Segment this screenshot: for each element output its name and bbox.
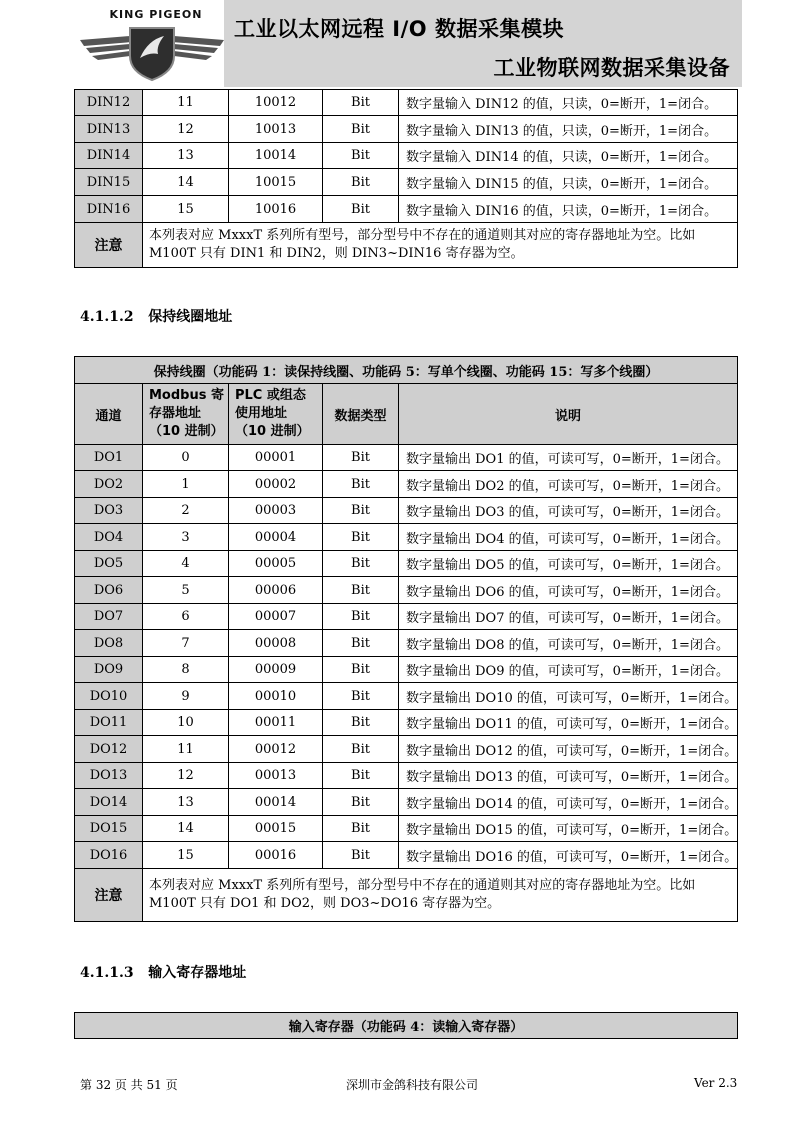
modbus-address-cell: 9 (143, 683, 229, 710)
channel-cell: DO14 (75, 789, 143, 816)
channel-cell: DO3 (75, 498, 143, 524)
data-type-cell: Bit (323, 551, 399, 577)
modbus-address-cell: 3 (143, 524, 229, 551)
data-type-cell: Bit (323, 445, 399, 471)
table-row (75, 471, 738, 498)
modbus-address-cell: 1 (143, 471, 229, 498)
footer-page-number: 第 32 页 共 51 页 (80, 1078, 178, 1092)
data-type-cell: Bit (323, 763, 399, 789)
plc-address-cell: 00013 (229, 763, 323, 789)
table-row (75, 763, 738, 789)
note-row (75, 869, 738, 922)
modbus-address-cell: 13 (143, 789, 229, 816)
header-plc-address (229, 384, 323, 445)
description-cell: 数字量输入 DIN16 的值，只读，0=断开，1=闭合。 (399, 196, 738, 223)
description-cell: 数字量输出 DO14 的值，可读可写，0=断开，1=闭合。 (399, 789, 738, 816)
note-text (143, 869, 738, 922)
plc-address-cell: 00012 (229, 736, 323, 763)
plc-address-cell: 00009 (229, 657, 323, 683)
channel-cell: DO16 (75, 842, 143, 869)
header-description: 说明 (399, 384, 738, 445)
header-line: 存器地址 (149, 406, 202, 421)
header-line: （10 进制） (235, 424, 310, 439)
modbus-address-cell: 11 (143, 736, 229, 763)
header-modbus-address (143, 384, 229, 445)
table-caption: 输入寄存器（功能码 4：读输入寄存器） (75, 1013, 738, 1039)
table-row (75, 842, 738, 869)
footer-company: 深圳市金鸽科技有限公司 (346, 1078, 479, 1092)
channel-cell: DO6 (75, 577, 143, 604)
data-type-cell: Bit (323, 842, 399, 869)
table-row (75, 445, 738, 471)
modbus-address-cell: 2 (143, 498, 229, 524)
page-header (0, 0, 793, 88)
plc-address-cell: 10013 (229, 116, 323, 143)
data-type-cell: Bit (323, 116, 399, 143)
description-cell: 数字量输出 DO11 的值，可读可写，0=断开，1=闭合。 (399, 710, 738, 736)
channel-cell: DO11 (75, 710, 143, 736)
data-type-cell: Bit (323, 143, 399, 169)
description-cell: 数字量输出 DO13 的值，可读可写，0=断开，1=闭合。 (399, 763, 738, 789)
section-number: 4.1.1.2 (80, 309, 134, 325)
plc-address-cell: 00008 (229, 630, 323, 657)
channel-cell: DIN12 (75, 90, 143, 116)
modbus-address-cell: 14 (143, 816, 229, 842)
data-type-cell: Bit (323, 657, 399, 683)
note-line: M100T 只有 DO1 和 DO2，则 DO3~DO16 寄存器为空。 (149, 896, 501, 911)
channel-cell: DO5 (75, 551, 143, 577)
table-row (75, 498, 738, 524)
note-label: 注意 (75, 223, 143, 268)
description-cell: 数字量输出 DO4 的值，可读可写，0=断开，1=闭合。 (399, 524, 738, 551)
description-cell: 数字量输出 DO10 的值，可读可写，0=断开，1=闭合。 (399, 683, 738, 710)
modbus-address-cell: 6 (143, 604, 229, 630)
channel-cell: DO8 (75, 630, 143, 657)
header-data-type: 数据类型 (323, 384, 399, 445)
data-type-cell: Bit (323, 169, 399, 196)
modbus-address-cell: 4 (143, 551, 229, 577)
data-type-cell: Bit (323, 789, 399, 816)
table-row (75, 816, 738, 842)
data-type-cell: Bit (323, 710, 399, 736)
modbus-address-cell: 11 (143, 90, 229, 116)
note-row (75, 223, 738, 268)
table-row (75, 789, 738, 816)
title-box (224, 0, 742, 87)
table-row (75, 710, 738, 736)
plc-address-cell: 00002 (229, 471, 323, 498)
description-cell: 数字量输出 DO6 的值，可读可写，0=断开，1=闭合。 (399, 577, 738, 604)
modbus-address-cell: 5 (143, 577, 229, 604)
plc-address-cell: 00011 (229, 710, 323, 736)
channel-cell: DO9 (75, 657, 143, 683)
section-title: 保持线圈地址 (148, 309, 233, 325)
note-text (143, 223, 738, 268)
description-cell: 数字量输入 DIN12 的值，只读，0=断开，1=闭合。 (399, 90, 738, 116)
data-type-cell: Bit (323, 683, 399, 710)
data-type-cell: Bit (323, 90, 399, 116)
note-line: 本列表对应 MxxxT 系列所有型号，部分型号中不存在的通道则其对应的寄存器地址为空。比如 (149, 228, 696, 243)
description-cell: 数字量输入 DIN15 的值，只读，0=断开，1=闭合。 (399, 169, 738, 196)
description-cell: 数字量输出 DO5 的值，可读可写，0=断开，1=闭合。 (399, 551, 738, 577)
modbus-address-cell: 14 (143, 169, 229, 196)
table-row (75, 630, 738, 657)
channel-cell: DIN16 (75, 196, 143, 223)
table-row (75, 683, 738, 710)
plc-address-cell: 10012 (229, 90, 323, 116)
modbus-address-cell: 12 (143, 116, 229, 143)
table-row (75, 116, 738, 143)
channel-cell: DIN13 (75, 116, 143, 143)
table-row (75, 604, 738, 630)
plc-address-cell: 00007 (229, 604, 323, 630)
data-type-cell: Bit (323, 196, 399, 223)
data-type-cell: Bit (323, 498, 399, 524)
description-cell: 数字量输出 DO12 的值，可读可写，0=断开，1=闭合。 (399, 736, 738, 763)
channel-cell: DIN15 (75, 169, 143, 196)
modbus-address-cell: 10 (143, 710, 229, 736)
description-cell: 数字量输出 DO15 的值，可读可写，0=断开，1=闭合。 (399, 816, 738, 842)
description-cell: 数字量输出 DO9 的值，可读可写，0=断开，1=闭合。 (399, 657, 738, 683)
plc-address-cell: 00014 (229, 789, 323, 816)
channel-cell: DO10 (75, 683, 143, 710)
footer-version: Ver 2.3 (694, 1076, 738, 1090)
modbus-address-cell: 13 (143, 143, 229, 169)
table-header-row (75, 384, 738, 445)
description-cell: 数字量输入 DIN14 的值，只读，0=断开，1=闭合。 (399, 143, 738, 169)
header-line: 使用地址 (235, 406, 288, 421)
channel-cell: DO7 (75, 604, 143, 630)
holding-coil-table (74, 356, 738, 922)
section-title: 输入寄存器地址 (148, 965, 247, 981)
description-cell: 数字量输出 DO8 的值，可读可写，0=断开，1=闭合。 (399, 630, 738, 657)
data-type-cell: Bit (323, 524, 399, 551)
channel-cell: DO4 (75, 524, 143, 551)
table-row (75, 657, 738, 683)
table-row (75, 169, 738, 196)
channel-cell: DO15 (75, 816, 143, 842)
description-cell: 数字量输出 DO3 的值，可读可写，0=断开，1=闭合。 (399, 498, 738, 524)
section-heading-4-1-1-2 (80, 306, 232, 326)
table-row (75, 196, 738, 223)
table-row (75, 524, 738, 551)
channel-cell: DO12 (75, 736, 143, 763)
description-cell: 数字量输出 DO16 的值，可读可写，0=断开，1=闭合。 (399, 842, 738, 869)
data-type-cell: Bit (323, 816, 399, 842)
description-cell: 数字量输出 DO7 的值，可读可写，0=断开，1=闭合。 (399, 604, 738, 630)
channel-cell: DIN14 (75, 143, 143, 169)
header-line: PLC 或组态 (235, 388, 306, 403)
modbus-address-cell: 7 (143, 630, 229, 657)
table-row (75, 736, 738, 763)
channel-cell: DO1 (75, 445, 143, 471)
plc-address-cell: 00016 (229, 842, 323, 869)
description-cell: 数字量输入 DIN13 的值，只读，0=断开，1=闭合。 (399, 116, 738, 143)
plc-address-cell: 10014 (229, 143, 323, 169)
channel-cell: DO2 (75, 471, 143, 498)
section-heading-4-1-1-3 (80, 962, 246, 982)
note-line: 本列表对应 MxxxT 系列所有型号，部分型号中不存在的通道则其对应的寄存器地址为空。比如 (149, 878, 696, 893)
brand-name: KING PIGEON (109, 8, 203, 21)
data-type-cell: Bit (323, 630, 399, 657)
data-type-cell: Bit (323, 736, 399, 763)
modbus-address-cell: 8 (143, 657, 229, 683)
section-number: 4.1.1.3 (80, 965, 134, 981)
modbus-address-cell: 15 (143, 196, 229, 223)
plc-address-cell: 10016 (229, 196, 323, 223)
discrete-input-table-continued (74, 89, 738, 268)
doc-subtitle: 工业物联网数据采集设备 (493, 56, 730, 80)
modbus-address-cell: 0 (143, 445, 229, 471)
table-caption: 保持线圈（功能码 1：读保持线圈、功能码 5：写单个线圈、功能码 15：写多个线圈） (75, 357, 738, 384)
plc-address-cell: 00003 (229, 498, 323, 524)
note-label: 注意 (75, 869, 143, 922)
header-line: Modbus 寄 (149, 388, 224, 403)
doc-title: 工业以太网远程 I/O 数据采集模块 (234, 17, 564, 41)
plc-address-cell: 00005 (229, 551, 323, 577)
channel-cell: DO13 (75, 763, 143, 789)
plc-address-cell: 10015 (229, 169, 323, 196)
data-type-cell: Bit (323, 604, 399, 630)
plc-address-cell: 00001 (229, 445, 323, 471)
input-register-table (74, 1012, 738, 1039)
table-row (75, 551, 738, 577)
description-cell: 数字量输出 DO2 的值，可读可写，0=断开，1=闭合。 (399, 471, 738, 498)
header-channel: 通道 (75, 384, 143, 445)
data-type-cell: Bit (323, 471, 399, 498)
note-line: M100T 只有 DIN1 和 DIN2，则 DIN3~DIN16 寄存器为空。 (149, 246, 524, 261)
table-row (75, 577, 738, 604)
data-type-cell: Bit (323, 577, 399, 604)
plc-address-cell: 00010 (229, 683, 323, 710)
modbus-address-cell: 15 (143, 842, 229, 869)
plc-address-cell: 00015 (229, 816, 323, 842)
table-row (75, 143, 738, 169)
modbus-address-cell: 12 (143, 763, 229, 789)
plc-address-cell: 00004 (229, 524, 323, 551)
plc-address-cell: 00006 (229, 577, 323, 604)
header-line: （10 进制） (149, 424, 224, 439)
description-cell: 数字量输出 DO1 的值，可读可写，0=断开，1=闭合。 (399, 445, 738, 471)
table-row (75, 90, 738, 116)
